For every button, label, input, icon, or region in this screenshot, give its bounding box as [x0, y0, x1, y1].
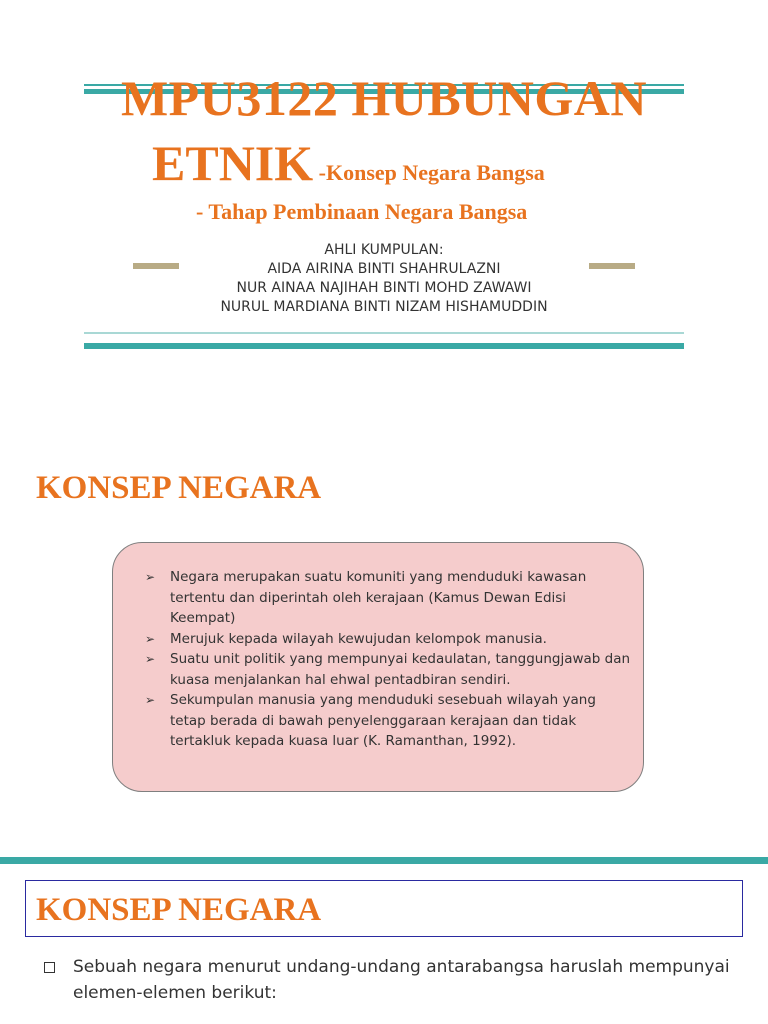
- definition-box: [112, 542, 644, 792]
- arrow-bullet-icon: ➢: [145, 693, 156, 707]
- title-line-2-subtitle: -Konsep Negara Bangsa: [313, 160, 545, 185]
- arrow-bullet-icon: ➢: [145, 631, 156, 646]
- title-line-1: MPU3122 HUBUNGAN: [120, 70, 648, 126]
- member-name: AIDA AIRINA BINTI SHAHRULAZNI: [267, 261, 501, 277]
- members-heading: AHLI KUMPULAN:: [324, 242, 444, 258]
- slide3-top-rule: [0, 857, 768, 864]
- title-line-3: - Tahap Pembinaan Negara Bangsa: [196, 199, 528, 224]
- arrow-bullet-icon: ➢: [145, 570, 156, 584]
- list-item-text: Merujuk kepada wilayah kewujudan kelompok manusia.: [170, 630, 547, 647]
- arrow-bullet-icon: ➢: [145, 652, 156, 666]
- checkbox-bullet-icon: [44, 962, 55, 973]
- slide2-heading: KONSEP NEGARA: [36, 470, 322, 506]
- list-item-text: Suatu unit politik yang mempunyai kedaulatan, tanggungjawab dan kuasa menjalankan hal ehwal pentadbiran sendiri.: [170, 651, 631, 688]
- list-item: [143, 629, 633, 650]
- title-line-2-main: ETNIK: [152, 135, 314, 191]
- title-bottom-thin-rule: [84, 332, 684, 334]
- definition-list: [143, 567, 633, 752]
- group-members: [0, 241, 768, 317]
- member-name: NURUL MARDIANA BINTI NIZAM HISHAMUDDIN: [220, 299, 548, 315]
- checkbox-item-text: Sebuah negara menurut undang-undang antarabangsa haruslah mempunyai elemen-elemen berikut:: [73, 957, 730, 1003]
- title-line-2: [152, 133, 545, 193]
- list-item-text: Sekumpulan manusia yang menduduki sesebuah wilayah yang tetap berada di bawah penyelenggaraan kerajaan dan tidak tertakluk kepada kuasa luar (K. Ramanthan, 1992).: [170, 692, 596, 749]
- member-name: NUR AINAA NAJIHAH BINTI MOHD ZAWAWI: [236, 280, 532, 296]
- title-bottom-thick-rule: [84, 343, 684, 349]
- list-item: [143, 649, 633, 690]
- list-item-text: Negara merupakan suatu komuniti yang menduduki kawasan tertentu dan diperintah oleh kerajaan (Kamus Dewan Edisi Keempat): [170, 569, 587, 626]
- list-item: [143, 567, 633, 629]
- list-item: [143, 690, 633, 752]
- slide3-heading: KONSEP NEGARA: [36, 892, 322, 928]
